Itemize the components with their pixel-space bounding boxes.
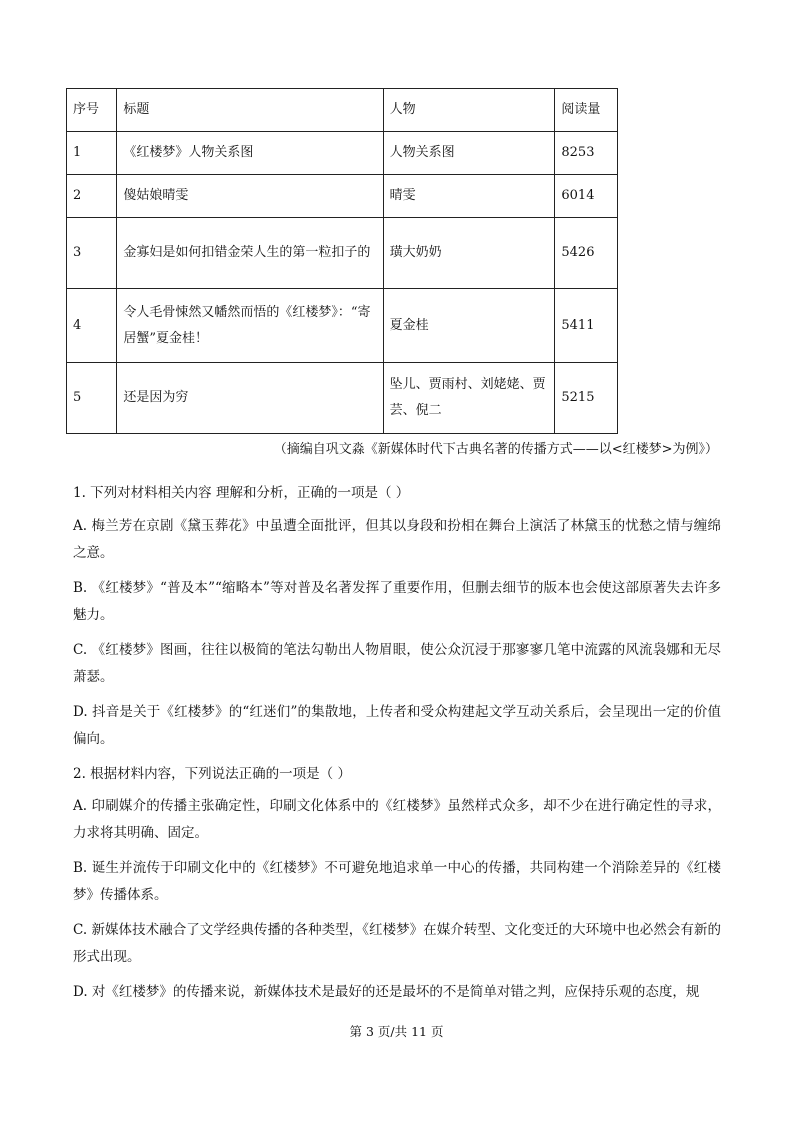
table-header-row [67, 89, 618, 132]
table-cell: 6014 [555, 175, 618, 218]
question-1-stem: 1. 下列对材料相关内容 理解和分析，正确的一项是（ ） [73, 485, 410, 501]
header-cell: 人物 [383, 89, 555, 132]
table-cell: 人物关系图 [383, 132, 555, 175]
table-cell: 5215 [555, 363, 618, 434]
question-1-option-b: B. 《红楼梦》“普及本”“缩略本”等对普及名著发挥了重要作用，但删去细节的版本也会使这部原著失去许多魅力。 [73, 580, 721, 623]
table-cell: 金寡妇是如何扣错金荣人生的第一粒扣子的 [117, 218, 383, 289]
question-2-option-b: B. 诞生并流传于印刷文化中的《红楼梦》不可避免地追求单一中心的传播，共同构建一个消除差异的《红楼梦》传播体系。 [73, 860, 721, 903]
source-citation: （摘编自巩文淼《新媒体时代下古典名著的传播方式——以<红楼梦>为例》） [273, 442, 718, 457]
header-cell: 阅读量 [555, 89, 618, 132]
table-row [67, 363, 618, 434]
table-cell: 1 [67, 132, 117, 175]
table-cell: 8253 [555, 132, 618, 175]
table-cell: 5426 [555, 218, 618, 289]
table-cell: 夏金桂 [383, 289, 555, 363]
table-row [67, 218, 618, 289]
table-cell: 璜大奶奶 [383, 218, 555, 289]
question-2-option-c: C. 新媒体技术融合了文学经典传播的各种类型，《红楼梦》在媒介转型、文化变迁的大环境中也必然会有新的形式出现。 [73, 922, 721, 965]
table-row [67, 132, 618, 175]
table-cell: 2 [67, 175, 117, 218]
table-cell: 5 [67, 363, 117, 434]
question-2-option-d: D. 对《红楼梦》的传播来说，新媒体技术是最好的还是最坏的不是简单对错之判，应保持乐观的态度，规 [73, 984, 700, 1000]
page-number: 第 3 页/共 11 页 [349, 1024, 444, 1039]
header-cell: 标题 [117, 89, 383, 132]
table-cell: 坠儿、贾雨村、刘姥姥、贾芸、倪二 [383, 363, 555, 434]
table-cell: 傻姑娘晴雯 [117, 175, 383, 218]
table-row [67, 289, 618, 363]
header-cell: 序号 [67, 89, 117, 132]
reading-stats-table [66, 88, 618, 434]
table-cell: 令人毛骨悚然又幡然而悟的《红楼梦》：“寄居蟹”夏金桂！ [117, 289, 383, 363]
question-2-stem: 2. 根据材料内容，下列说法正确的一项是（ ） [73, 766, 351, 782]
question-2-option-a: A. 印刷媒介的传播主张确定性，印刷文化体系中的《红楼梦》虽然样式众多，却不少在进行确定性的寻求，力求将其明确、固定。 [73, 798, 721, 841]
table-row [67, 175, 618, 218]
table-cell: 5411 [555, 289, 618, 363]
table-cell: 晴雯 [383, 175, 555, 218]
table-cell: 4 [67, 289, 117, 363]
question-1-option-a: A. 梅兰芳在京剧《黛玉葬花》中虽遭全面批评，但其以身段和扮相在舞台上演活了林黛玉的忧愁之情与缠绵之意。 [73, 518, 721, 561]
question-1-option-c: C. 《红楼梦》图画，往往以极简的笔法勾勒出人物眉眼，使公众沉浸于那寥寥几笔中流露的风流袅娜和无尽萧瑟。 [73, 642, 721, 685]
table-cell: 还是因为穷 [117, 363, 383, 434]
table-cell: 《红楼梦》人物关系图 [117, 132, 383, 175]
table-cell: 3 [67, 218, 117, 289]
question-1-option-d: D. 抖音是关于《红楼梦》的“红迷们”的集散地，上传者和受众构建起文学互动关系后，会呈现出一定的价值偏向。 [73, 704, 721, 747]
